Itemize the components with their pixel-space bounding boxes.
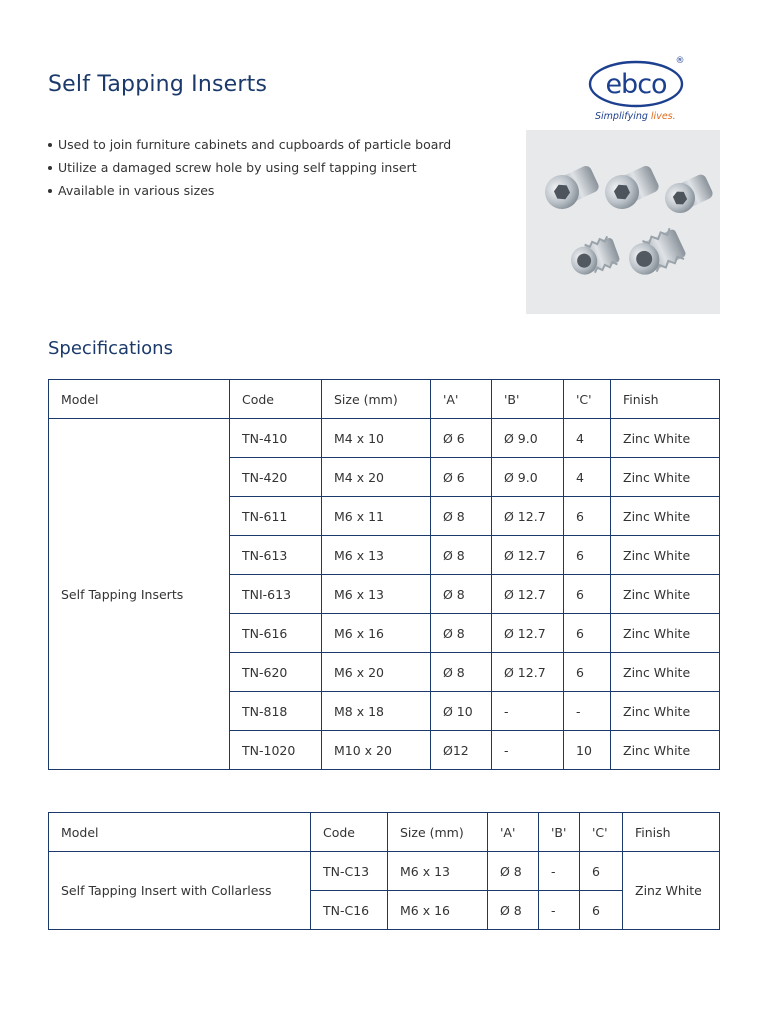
c-cell: 6 — [564, 497, 611, 536]
feature-text: Utilize a damaged screw hole by using self tapping insert — [58, 160, 417, 175]
finish-cell: Zinc White — [611, 458, 720, 497]
b-cell: Ø 12.7 — [492, 536, 564, 575]
a-cell: Ø12 — [431, 731, 492, 770]
header-b: 'B' — [539, 813, 580, 852]
table-row — [49, 852, 720, 891]
size-cell: M6 x 13 — [322, 575, 431, 614]
finish-cell: Zinz White — [623, 852, 720, 930]
code-cell: TN-420 — [230, 458, 322, 497]
bullet-icon — [48, 189, 52, 193]
specifications-title: Specifications — [48, 338, 173, 359]
svg-text:Simplifying lives. — [595, 111, 676, 122]
size-cell: M6 x 13 — [322, 536, 431, 575]
code-cell: TN-1020 — [230, 731, 322, 770]
a-cell: Ø 8 — [488, 891, 539, 930]
size-cell: M6 x 13 — [388, 852, 488, 891]
feature-item — [48, 183, 451, 206]
code-cell: TN-818 — [230, 692, 322, 731]
c-cell: 6 — [564, 536, 611, 575]
finish-cell: Zinc White — [611, 575, 720, 614]
self-tapping-inserts-photo-icon — [526, 130, 720, 314]
finish-cell: Zinc White — [611, 614, 720, 653]
b-cell: Ø 9.0 — [492, 458, 564, 497]
bullet-icon — [48, 143, 52, 147]
size-cell: M6 x 16 — [388, 891, 488, 930]
c-cell: 6 — [564, 653, 611, 692]
feature-item — [48, 137, 451, 160]
b-cell: Ø 12.7 — [492, 614, 564, 653]
a-cell: Ø 8 — [431, 497, 492, 536]
c-cell: 4 — [564, 458, 611, 497]
size-cell: M6 x 11 — [322, 497, 431, 536]
b-cell: Ø 12.7 — [492, 653, 564, 692]
header-b: 'B' — [492, 380, 564, 419]
a-cell: Ø 6 — [431, 419, 492, 458]
logo-tagline: Simplifying — [595, 111, 651, 122]
header-code: Code — [311, 813, 388, 852]
code-cell: TN-613 — [230, 536, 322, 575]
finish-cell: Zinc White — [611, 731, 720, 770]
page-title: Self Tapping Inserts — [48, 72, 268, 97]
header-finish: Finish — [611, 380, 720, 419]
size-cell: M6 x 20 — [322, 653, 431, 692]
a-cell: Ø 8 — [431, 653, 492, 692]
b-cell: - — [492, 692, 564, 731]
c-cell: 6 — [580, 852, 623, 891]
model-cell: Self Tapping Inserts — [49, 419, 230, 770]
header-model: Model — [49, 380, 230, 419]
feature-text: Available in various sizes — [58, 183, 215, 198]
header-c: 'C' — [580, 813, 623, 852]
b-cell: Ø 9.0 — [492, 419, 564, 458]
a-cell: Ø 6 — [431, 458, 492, 497]
size-cell: M4 x 20 — [322, 458, 431, 497]
code-cell: TN-620 — [230, 653, 322, 692]
finish-cell: Zinc White — [611, 419, 720, 458]
size-cell: M4 x 10 — [322, 419, 431, 458]
a-cell: Ø 8 — [488, 852, 539, 891]
c-cell: - — [564, 692, 611, 731]
b-cell: Ø 12.7 — [492, 575, 564, 614]
header-a: 'A' — [488, 813, 539, 852]
code-cell: TN-616 — [230, 614, 322, 653]
table-header-row — [49, 380, 720, 419]
header-c: 'C' — [564, 380, 611, 419]
finish-cell: Zinc White — [611, 692, 720, 731]
c-cell: 10 — [564, 731, 611, 770]
b-cell: - — [492, 731, 564, 770]
logo-tagline-accent: lives. — [650, 111, 676, 122]
registered-mark: ® — [675, 56, 685, 66]
ebco-logo — [586, 52, 690, 124]
code-cell: TN-C13 — [311, 852, 388, 891]
a-cell: Ø 10 — [431, 692, 492, 731]
feature-item — [48, 160, 451, 183]
code-cell: TN-410 — [230, 419, 322, 458]
header-finish: Finish — [623, 813, 720, 852]
bullet-icon — [48, 166, 52, 170]
spec-table-inserts — [48, 379, 720, 770]
c-cell: 6 — [564, 614, 611, 653]
code-cell: TN-611 — [230, 497, 322, 536]
header-a: 'A' — [431, 380, 492, 419]
feature-text: Used to join furniture cabinets and cupboards of particle board — [58, 137, 452, 152]
header-size: Size (mm) — [322, 380, 431, 419]
header-code: Code — [230, 380, 322, 419]
c-cell: 6 — [564, 575, 611, 614]
a-cell: Ø 8 — [431, 536, 492, 575]
finish-cell: Zinc White — [611, 653, 720, 692]
spec-table-collarless — [48, 812, 720, 930]
finish-cell: Zinc White — [611, 536, 720, 575]
feature-list — [48, 137, 451, 206]
b-cell: - — [539, 891, 580, 930]
size-cell: M6 x 16 — [322, 614, 431, 653]
b-cell: Ø 12.7 — [492, 497, 564, 536]
finish-cell: Zinc White — [611, 497, 720, 536]
size-cell: M10 x 20 — [322, 731, 431, 770]
size-cell: M8 x 18 — [322, 692, 431, 731]
logo-brand: ebco — [605, 69, 667, 100]
a-cell: Ø 8 — [431, 614, 492, 653]
a-cell: Ø 8 — [431, 575, 492, 614]
code-cell: TNI-613 — [230, 575, 322, 614]
product-photo — [526, 130, 720, 314]
c-cell: 4 — [564, 419, 611, 458]
code-cell: TN-C16 — [311, 891, 388, 930]
table-row — [49, 419, 720, 458]
header-size: Size (mm) — [388, 813, 488, 852]
header-model: Model — [49, 813, 311, 852]
table-header-row — [49, 813, 720, 852]
b-cell: - — [539, 852, 580, 891]
c-cell: 6 — [580, 891, 623, 930]
model-cell: Self Tapping Insert with Collarless — [49, 852, 311, 930]
